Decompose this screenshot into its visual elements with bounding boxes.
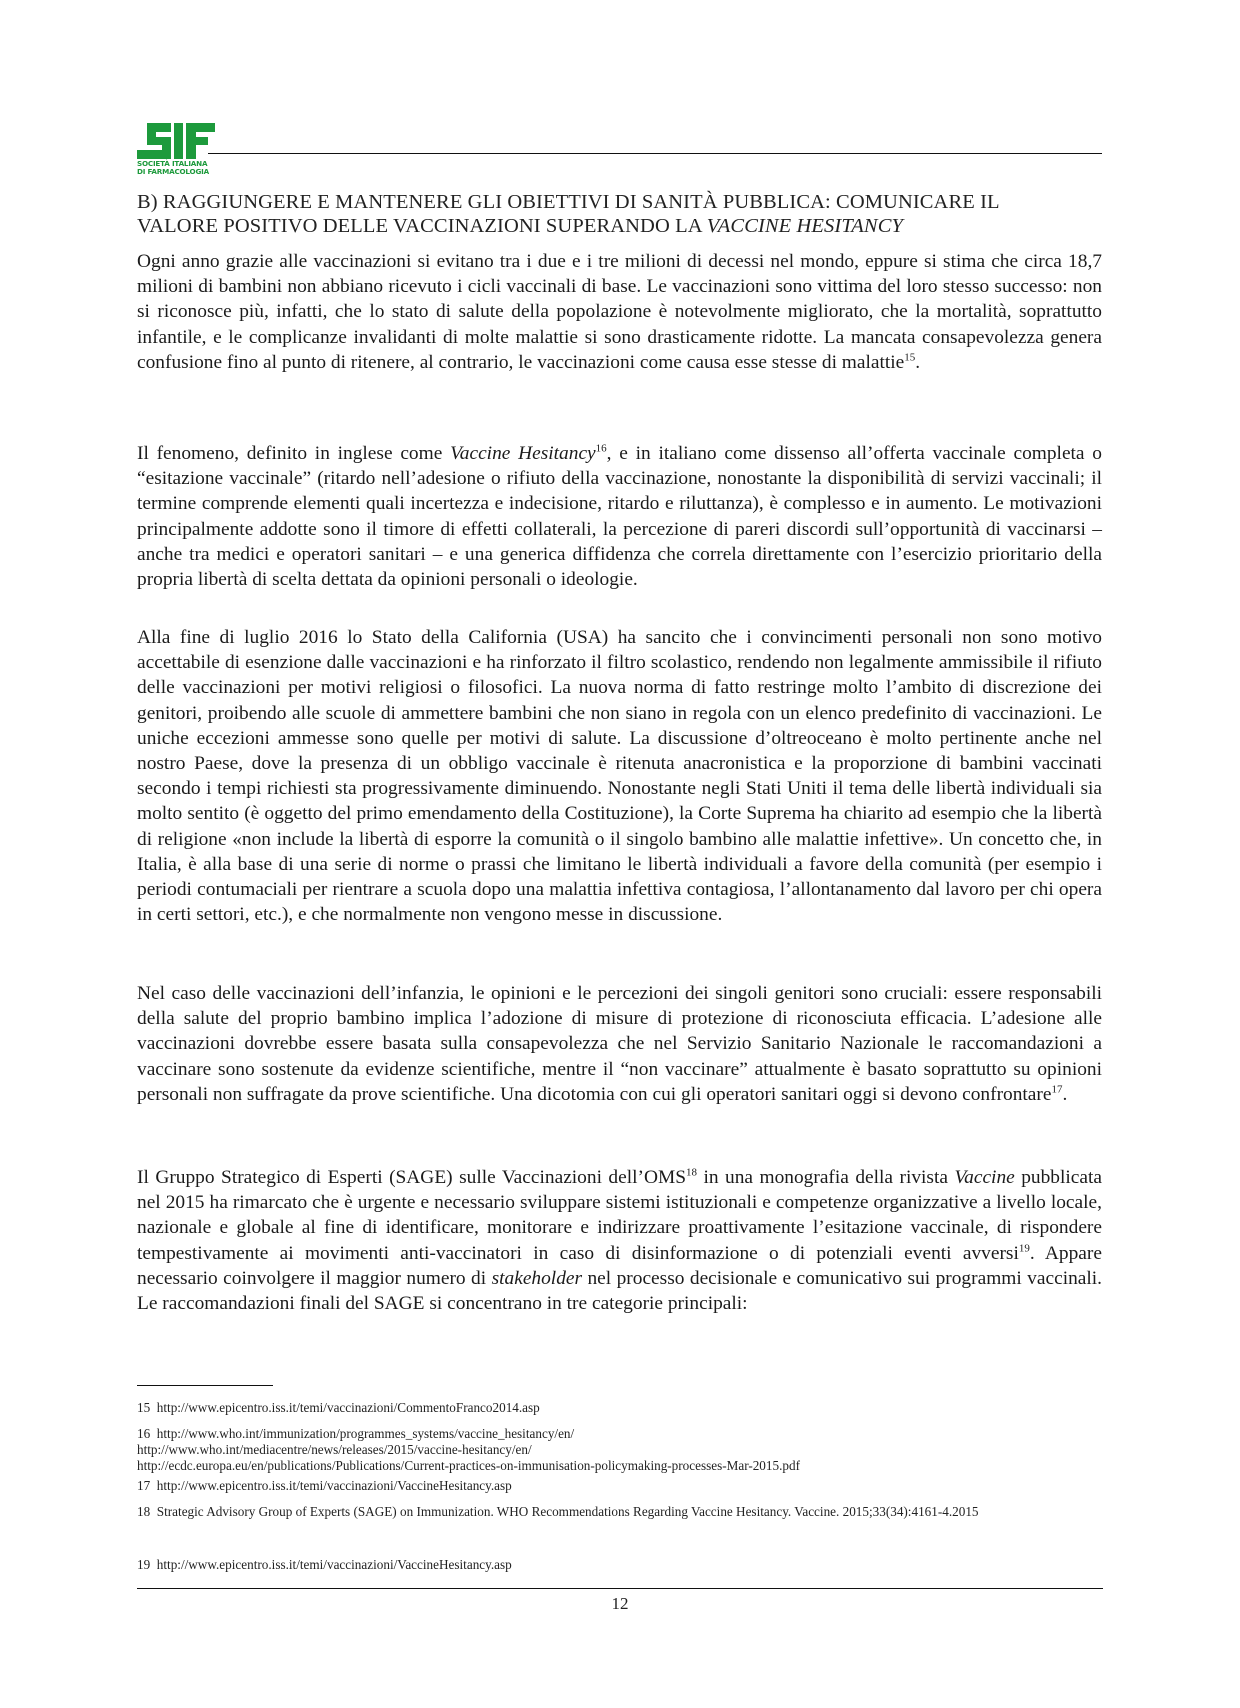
sif-logo-mark-icon (137, 123, 217, 159)
paragraph-4 (137, 981, 1102, 1107)
header-divider (208, 153, 1102, 154)
footnote-link[interactable]: http://ecdc.europa.eu/en/publications/Publications/Current-practices-on-immunisation-policymaking-processes-Mar-2015.pdf (137, 1458, 800, 1473)
paragraph-end: . (915, 351, 921, 373)
heading-line-1: B) RAGGIUNGERE E MANTENERE GLI OBIETTIVI DI SANITÀ PUBBLICA: COMUNICARE IL (137, 191, 1000, 213)
paragraph-text: , e in italiano come dissenso all’offerta vaccinale completa o “esitazione vaccinale” (ritardo nell’adesione o rifiuto della vaccinazione, nonostante la disponibilità di servizi vaccinali; il termine comprende elementi quali incertezza e indecisione, ritardo e riluttanza), è complesso e in aumento. Le motivazioni principalmente addotte sono il timore di effetti collaterali, la percezione di pareri discordi sull’opportunità di vaccinarsi – anche tra medici e operatori sanitari – e una generica diffidenza che correla direttamente con l’esercizio prioritario della propria libertà di scelta dettata da opinioni personali o ideologie. (137, 443, 1102, 591)
footnote-17 (137, 1478, 1112, 1494)
footnote-link[interactable]: http://www.epicentro.iss.it/temi/vaccinazioni/CommentoFranco2014.asp (156, 1400, 540, 1415)
paragraph-text: Nel caso delle vaccinazioni dell’infanzia, le opinioni e le percezioni dei singoli genitori sono cruciali: essere responsabili della salute del proprio bambino implica l’adozione di misure di protezione di riconosciuta efficacia. L’adesione alle vaccinazioni dovrebbe essere basata sulla consapevolezza che nel Servizio Sanitario Nazionale le raccomandazioni a vaccinare sono sostenute da evidenze scientifiche, mentre il “non vaccinare” attualmente è basato soprattutto su opinioni personali non suffragate da prove scientifiche. Una dicotomia con cui gli operatori sanitari oggi si devono confrontare (137, 983, 1102, 1105)
footnote-link[interactable]: http://www.who.int/mediacentre/news/releases/2015/vaccine-hesitancy/en/ (137, 1442, 532, 1457)
footnote-number: 16 (137, 1426, 151, 1441)
paragraph-text: nel processo decisionale e comunicativo sui programmi vaccinali. Le raccomandazioni finali del SAGE si concentrano in tre categorie principali: (137, 1267, 1102, 1315)
heading-italic-term: VACCINE HESITANCY (706, 215, 903, 237)
page-number: 12 (611, 1594, 629, 1613)
footnote-link[interactable]: http://www.who.int/immunization/programmes_systems/vaccine_hesitancy/en/ (156, 1426, 575, 1441)
paragraph-text: pubblicata nel 2015 ha rimarcato che è urgente e necessario sviluppare sistemi istituzionali e competenze organizzative a livello locale, nazionale e globale al fine di identificare, monitorare e indirizzare proattivamente l’esitazione vaccinale, di rispondere tempestivamente ai movimenti anti-vaccinatori in caso di disinformazione o di potenziali eventi avversi (137, 1167, 1102, 1264)
paragraph-text: Il fenomeno, definito in inglese come (137, 443, 451, 464)
footnote-19 (137, 1557, 1112, 1573)
footnote-number: 18 (137, 1504, 151, 1519)
heading-line-2-text: VALORE POSITIVO DELLE VACCINAZIONI SUPERANDO LA (137, 215, 707, 237)
paragraph-5 (137, 1165, 1102, 1316)
italic-term: Vaccine (954, 1167, 1015, 1188)
footnote-number: 17 (137, 1478, 151, 1493)
footnote-18 (137, 1504, 1112, 1520)
sif-logo (137, 123, 217, 179)
footnote-number: 19 (137, 1557, 151, 1572)
footnote-15 (137, 1400, 1112, 1416)
paragraph-text: Ogni anno grazie alle vaccinazioni si evitano tra i due e i tre milioni di decessi nel mondo, eppure si stima che circa 18,7 milioni di bambini non abbiano ricevuto i cicli vaccinali di base. Le vaccinazioni sono vittima del loro stesso successo: non si riconosce più, infatti, che lo stato di salute della popolazione è notevolmente migliorato, che la mortalità, soprattutto infantile, e le complicanze invalidanti di molte malattie si sono drasticamente ridotte. La mancata consapevolezza genera confusione fino al punto di ritenere, al contrario, le vaccinazioni come causa esse stesse di malattie (137, 251, 1102, 373)
footnote-citation: Strategic Advisory Group of Experts (SAGE) on Immunization. WHO Recommendations Regarding Vaccine Hesitancy. Vaccine. 2015;33(34):4161-4.2015 (156, 1504, 979, 1519)
paragraph-2 (137, 441, 1102, 592)
paragraph-3: Alla fine di luglio 2016 lo Stato della California (USA) ha sancito che i convincimenti personali non sono motivo accettabile di esenzione dalle vaccinazioni e ha rinforzato il filtro scolastico, rendendo non legalmente ammissibile il rifiuto delle vaccinazioni per motivi religiosi o filosofici. La nuova norma di fatto restringe molto l’ambito di discrezione dei genitori, proibendo alle scuole di ammettere bambini che non siano in regola con un elenco predefinito di vaccinazioni. Le uniche eccezioni ammesse sono quelle per motivi di salute. La discussione d’oltreoceano è molto pertinente anche nel nostro Paese, dove la presenza di un obbligo vaccinale è ritenuta anacronistica e la proporzione di bambini vaccinati secondo i tempi richiesti sta progressivamente diminuendo. Nonostante negli Stati Uniti il tema delle libertà individuali sia molto sentito (è oggetto del primo emendamento della Costituzione), la Corte Suprema ha chiarito ad esempio che la libertà di religione «non include la libertà di esporre la comunità o il singolo bambino alle malattie infettive». Un concetto che, in Italia, è alla base di una serie di norme o prassi che limitano le libertà individuali a favore della comunità (per esempio i periodi contumaciali per rientrare a scuola dopo una malattia infettiva contagiosa, l’allontanamento dal lavoro per chi opera in certi settori, etc.), e che normalmente non vengono messe in discussione. (137, 627, 1102, 926)
paragraph-text: Il Gruppo Strategico di Esperti (SAGE) sulle Vaccinazioni dell’OMS (137, 1167, 686, 1188)
logo-text-line1: SOCIETÀ ITALIANA (137, 159, 208, 168)
heading-line-2 (137, 214, 1107, 238)
footnote-ref-18[interactable]: 18 (686, 1166, 697, 1179)
footnote-ref-17[interactable]: 17 (1051, 1083, 1063, 1096)
footnote-16 (137, 1426, 1112, 1474)
logo-text-line2: DI FARMACOLOGIA (137, 167, 209, 176)
italic-term: stakeholder (491, 1267, 583, 1289)
paragraph-end: . (1062, 1083, 1068, 1105)
footnote-link[interactable]: http://www.epicentro.iss.it/temi/vaccinazioni/VaccineHesitancy.asp (156, 1557, 512, 1572)
footer-divider (137, 1588, 1103, 1589)
paragraph-text: . Appare necessario coinvolgere il maggior numero di (137, 1242, 1102, 1289)
footnote-ref-19[interactable]: 19 (1018, 1242, 1030, 1255)
paragraph-text: in una monografia della rivista (697, 1167, 955, 1188)
footnote-ref-15[interactable]: 15 (904, 351, 916, 364)
logo-text (137, 160, 209, 176)
footnote-divider (137, 1385, 273, 1386)
section-heading (137, 190, 1107, 238)
footnote-number: 15 (137, 1400, 151, 1415)
italic-term: Vaccine Hesitancy (450, 443, 596, 464)
footnote-ref-16[interactable]: 16 (595, 442, 607, 455)
paragraph-1 (137, 249, 1102, 375)
footnote-link[interactable]: http://www.epicentro.iss.it/temi/vaccinazioni/VaccineHesitancy.asp (156, 1478, 512, 1493)
